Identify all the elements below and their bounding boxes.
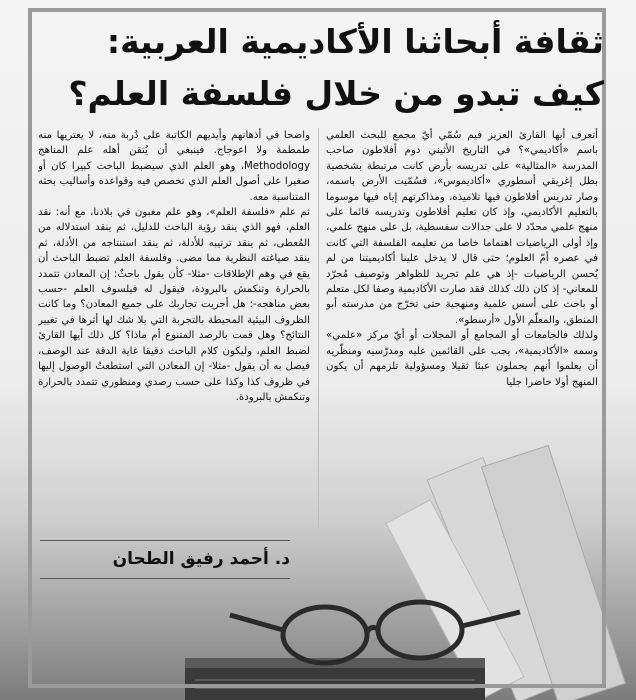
article-column-left xyxy=(38,128,310,548)
paragraph: ولذلك فالجامعات أو المجامع أو المجلات أو أيّ مركز «علمي» وسمه «الأكاديمية»، يجب على القائمين عليه ومدرّسيه ومنظّريه أن يعلموا أنهم يحملون عبئا ثقيلا ومسؤولية تلزمهم أن يكون المنهج أولا حاضرا جليا xyxy=(326,330,598,388)
paragraph: أتعرف أيها القارئ العزيز فيم سُمّي أيّ مجمع للبحث العلمي باسم «أكاديمي»؟ في التاريخ الأثيني دوم أفلاطون صاحب المدرسة «المثالية» على تدريسه بأرض كانت مرتبطة بشخصية بطل إغريقي أسطوري «أكاديموس»، فسُمّيت الأرض باسمه، وصار تدريس أفلاطون فيها تلاميذه، ومذاكرتهم إياه فيها موسوما بالتعليم الأكاديمي، وإذ كان تعليم أفلاطون وتدريسه قائما على منهج علمي محدّد لا على جدالات سفسطية، بل على منهج علمي، وإذ أولى الرياضيات اهتماما خاصا من تعليمه الفلسفة التي كانت في عصره أمّ العلوم؛ حتى قال لا يدخل علينا أكاديميتنا من لم يُحسن الرياضيات -إذ هي علم تجريد للظواهر وتوصيف مُجرّد للمعاني- إذ كان ذلك كذلك فقد صارت الأكاديمية وصفا لكل متعلم أو باحث على أسس علمية ومنهجية حتى تخرّج من مدرسته أبو المنطق، والمعلّم الأول «أرسطو». xyxy=(326,130,598,326)
paragraph: واضحا في أذهانهم وأيديهم الكاتبة على دُربة منه، لا يعتريها منه طمطمة ولا اعوجاج. فينبغي أن يُتقن أهله علم المناهج Methodology، وهو العلم الذي سيضبط الباحث كبيرا كان أو صغيرا على أصول العلم الذي تخصص فيه وقواعده وأساليب بحثه المتناسبة معه. xyxy=(38,130,310,203)
author-rule-bottom xyxy=(40,578,290,579)
author-rule-top xyxy=(40,540,290,541)
paragraph: ثم علم «فلسفة العلم»، وهو علم مغبون في بلادنا، مع أنه: نقد العلم، فهو الذي ينقد رؤية الباحث للدليل، ثم ينقد استدلاله من المُعطى، ثم ينقد ترتيبه للأدلة، ثم ينقد استنتاجه من الأدلة، ثم ينقد صياغته النظرية مما مضى. وفلسفة العلم تضبط الباحث أن يقع في وهم الإطلاقات -مثلا- كأن يقول باحثٌ: إن المعادن تتمدد بالحرارة وتنكمش بالبرودة، فيقول له فيلسوف العلم -حسب بعض مناهجه-: هل أجريت تجاربك على جميع المعادن؟ وما كانت الظروف البيئية المحيطة بالتجربة التي بلا شك لها أثرها في تغيير النتائج؟ وهل قمت بالرصد المتنوع أم ماذا؟ كل ذلك أيها القارئ لضبط العلم، وليكون كلام الباحث دقيقا غاية الدقة عند الوصف، فيصل به أن يقول -مثلا- إن المعادن التي استطعتُ الوصول إليها في ظروف كذا وكذا على حسب رصدي ومنظوري تتمدد بالحرارة وتنكمش بالبرودة. xyxy=(38,207,310,403)
title-line-2: كيف تبدو من خلال فلسفة العلم؟ xyxy=(68,74,604,113)
article-title xyxy=(44,16,604,120)
article-column-right xyxy=(326,128,598,548)
column-divider xyxy=(318,128,319,528)
title-line-1: ثقافة أبحاثنا الأكاديمية العربية: xyxy=(106,22,604,61)
author-name: د. أحمد رفيق الطحان xyxy=(112,549,290,569)
